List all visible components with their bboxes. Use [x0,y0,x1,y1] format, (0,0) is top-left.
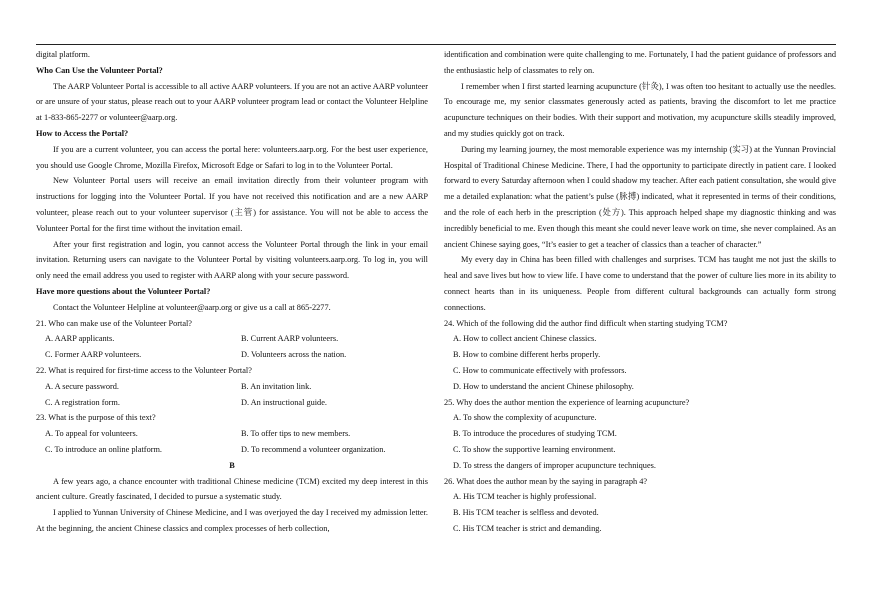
question-21-options-row2 [36,347,428,363]
option-24a: A. How to collect ancient Chinese classics. [453,334,597,344]
passage-b-paragraph-conclusion: My every day in China has been filled with challenges and surprises. TCM has taught me not just the skills to heal and save lives but how to view life. I have come to understand that the power of culture lies more in its ability to connect hearts than in its uniqueness. People from different cultural backgrounds can actually form strong connections. [444,255,836,312]
option-26a: A. His TCM teacher is highly professional. [453,492,597,502]
option-25d: D. To stress the dangers of improper acupuncture techniques. [453,460,656,470]
passage-b-continuation: identification and combination were quite challenging to me. Fortunately, I had the patient guidance of professors and the enthusiastic help of classmates to rely on. [444,50,836,75]
passage-b-paragraph-internship: During my learning journey, the most memorable experience was my internship (实习) at the Yunnan Provincial Hospital of Traditional Chinese Medicine. There, I had the opportunity to participate directly in patient care. I looked forward to every Saturday afternoon when I could shadow my teacher. After each patient consultation, she would give me a detailed explanation: what the patient’s pulse (脉搏) indicated, what it represented in terms of their conditions, and the role of each herb in the prescription (处方). This approach helped shape my diagnostic thinking and was incredibly beneficial to me. Even though this meant she could never leave work on time, she never complained. As an ancient Chinese saying goes, “It’s easier to get a teacher of classics than a teacher of character.” [444,144,836,249]
heading-more-questions: Have more questions about the Volunteer Portal? [36,286,211,296]
option-24b: B. How to combine different herbs properly. [453,350,601,360]
option-21a: A. AARP applicants. [45,334,115,344]
option-21c: C. Former AARP volunteers. [45,350,142,360]
question-23: 23. What is the purpose of this text? [36,413,156,423]
option-26b: B. His TCM teacher is selfless and devoted. [453,508,599,518]
option-25c: C. To show the supportive learning environment. [453,444,616,454]
option-22c: C. A registration form. [45,397,120,407]
paragraph-contact: Contact the Volunteer Helpline at volunteer@aarp.org or give us a call at 865-2277. [53,302,331,312]
option-25a: A. To show the complexity of acupuncture. [453,413,597,423]
option-23d: D. To recommend a volunteer organization. [241,444,386,454]
option-23b: B. To offer tips to new members. [241,429,351,439]
option-23a: A. To appeal for volunteers. [45,429,138,439]
top-rule [36,44,836,45]
option-24c: C. How to communicate effectively with professors. [453,365,627,375]
passage-a-tail: digital platform. [36,50,90,59]
question-25: 25. Why does the author mention the experience of learning acupuncture? [444,397,690,407]
passage-b-paragraph-2: I applied to Yunnan University of Chinese Medicine, and I was overjoyed the day I received my admission letter. At the beginning, the ancient Chinese classics and complex processes of herb collection, [36,508,428,533]
question-22: 22. What is required for first-time access to the Volunteer Portal? [36,365,252,375]
question-21: 21. Who can make use of the Volunteer Portal? [36,318,192,328]
passage-b-paragraph-1: A few years ago, a chance encounter with traditional Chinese medicine (TCM) excited my deep interest in this ancient culture. Greatly fascinated, I decided to pursue a systematic study. [36,476,428,502]
question-24: 24. Which of the following did the author find difficult when starting studying TCM? [444,318,728,328]
question-23-options-row2 [36,442,428,458]
paragraph-access: If you are a current volunteer, you can access the portal here: volunteers.aarp.org. For the best user experience, you should use Google Chrome, Mozilla Firefox, Microsoft Edge or Safari to log in to the Volunteer Portal. [36,144,428,170]
section-b-heading: B [229,460,235,470]
paragraph-returning-users: After your first registration and login, you cannot access the Volunteer Portal through the link in your email invitation. Returning users can navigate to the Volunteer Portal by visiting volunteers.aarp.org. To log in, you will only need the email address you used to register with AARP along with your secure password. [36,239,428,281]
option-21b: B. Current AARP volunteers. [241,334,339,344]
option-21d: D. Volunteers across the nation. [241,350,347,360]
question-22-options-row2 [36,395,428,411]
option-25b: B. To introduce the procedures of studying TCM. [453,429,617,439]
question-26: 26. What does the author mean by the saying in paragraph 4? [444,476,648,486]
option-22d: D. An instructional guide. [241,397,327,407]
right-column [444,47,836,537]
question-22-options-row1 [36,379,428,395]
option-22a: A. A secure password. [45,381,119,391]
heading-who-can-use: Who Can Use the Volunteer Portal? [36,65,163,75]
paragraph-new-users: New Volunteer Portal users will receive an email invitation directly from their volunteer program with instructions for logging into the Volunteer Portal. If you have not received this notification and are a new AARP volunteer, please reach out to your volunteer supervisor (主管) for assistance. You will not be able to access the Volunteer Portal for the first time without the invitation email. [36,176,428,233]
question-23-options-row1 [36,426,428,442]
option-23c: C. To introduce an online platform. [45,444,163,454]
heading-how-to-access: How to Access the Portal? [36,128,129,138]
passage-b-paragraph-acupuncture: I remember when I first started learning acupuncture (针灸), I was often too hesitant to actually use the needles. To encourage me, my senior classmates generously acted as patients, braving the discomfort to let me practice acupuncture techniques on their bodies. With their support and motivation, my acupuncture skills steadily improved, and my studies quickly got on track. [444,81,836,138]
question-21-options-row1 [36,331,428,347]
paragraph-eligibility: The AARP Volunteer Portal is accessible to all active AARP volunteers. If you are not an active AARP volunteer or are unsure of your status, please reach out to your AARP volunteer program lead or contact the Volunteer Helpline at 1-833-865-2277 or volunteer@aarp.org. [36,81,428,123]
option-26c: C. His TCM teacher is strict and demanding. [453,523,602,533]
left-column [36,47,428,537]
option-22b: B. An invitation link. [241,381,312,391]
option-24d: D. How to understand the ancient Chinese philosophy. [453,381,634,391]
